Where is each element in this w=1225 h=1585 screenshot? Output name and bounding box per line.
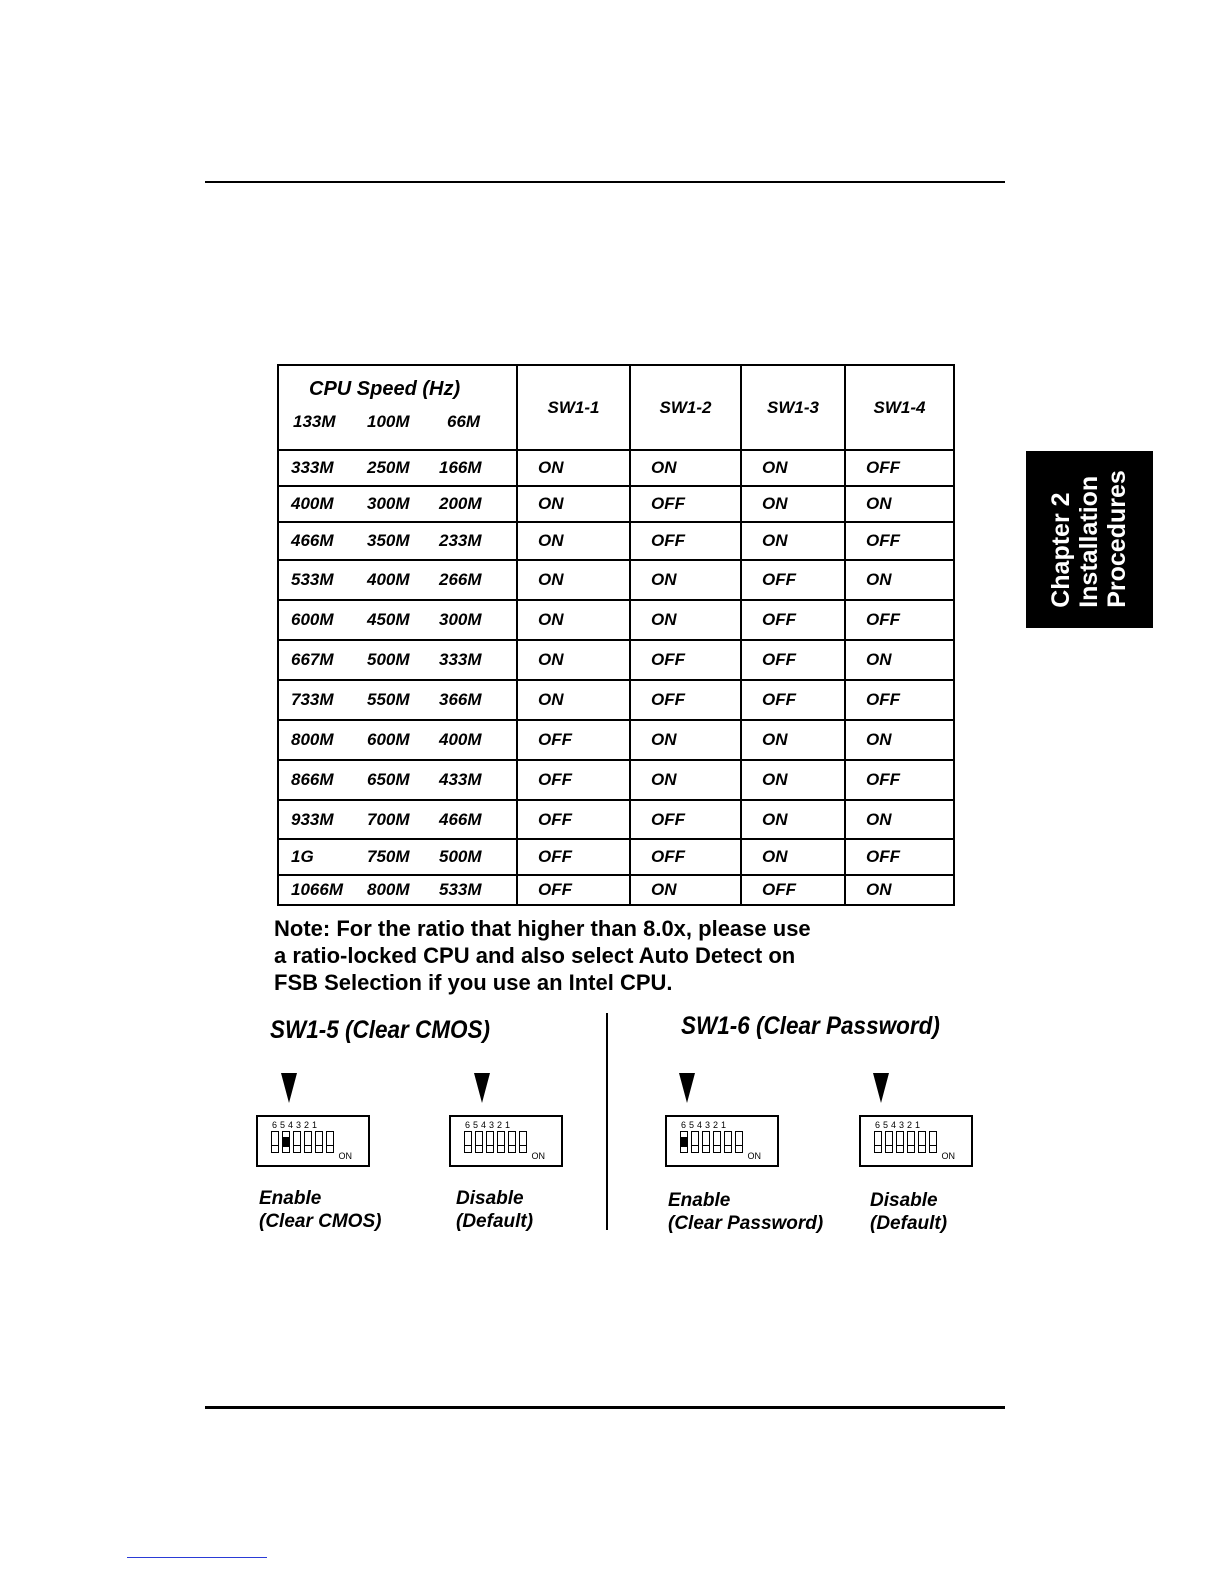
switch-state-cell: OFF <box>741 640 845 680</box>
dip-knob <box>465 1145 471 1152</box>
switch-state-cell: ON <box>517 680 630 720</box>
dip-slots <box>874 1131 937 1153</box>
table-row <box>278 486 954 522</box>
caption-line: (Clear CMOS) <box>259 1211 382 1232</box>
dip-slot <box>918 1131 926 1153</box>
cpu-speed-value: 450M <box>367 610 410 629</box>
cpu-speed-value: 533M <box>439 880 482 899</box>
dip-numbers: 654321 <box>681 1120 730 1130</box>
dip-slot <box>464 1131 472 1153</box>
cpu-speed-value: 667M <box>291 650 334 669</box>
dip-knob <box>736 1145 742 1152</box>
cpu-speed-cell <box>278 486 517 522</box>
switch-state-cell: ON <box>517 486 630 522</box>
switch-state-cell: OFF <box>517 875 630 905</box>
switch-state-cell: ON <box>845 800 954 839</box>
switch-state-cell: OFF <box>630 839 741 875</box>
cmos-disable-caption <box>456 1187 533 1233</box>
ratio-note <box>274 915 894 996</box>
cpu-speed-value: 600M <box>291 610 334 629</box>
cmos-enable-caption <box>259 1187 381 1233</box>
switch-state-cell: ON <box>630 720 741 760</box>
dip-slot <box>724 1131 732 1153</box>
bottom-rule <box>205 1406 1005 1409</box>
cpu-speed-value: 266M <box>439 570 482 589</box>
dip-knob <box>509 1145 515 1152</box>
side-tab-line: Installation <box>1075 475 1103 608</box>
cpu-speed-value: 600M <box>367 730 410 749</box>
dip-switch-password-disable <box>859 1115 973 1167</box>
arrow-down-icon <box>679 1073 695 1103</box>
cpu-speed-value: 300M <box>439 610 482 629</box>
cpu-speed-value: 933M <box>291 809 334 829</box>
switch-state-cell: ON <box>630 600 741 640</box>
dip-slot <box>326 1131 334 1153</box>
dip-slots <box>464 1131 527 1153</box>
switch-state-cell: OFF <box>517 839 630 875</box>
table-row <box>278 680 954 720</box>
dip-knob <box>919 1145 925 1152</box>
side-tab-line: Chapter 2 <box>1047 492 1075 608</box>
switch-state-cell: OFF <box>845 600 954 640</box>
switch-state-cell: ON <box>517 640 630 680</box>
switch-header: SW1-3 <box>741 365 845 450</box>
footer-underline <box>127 1557 267 1558</box>
switch-state-cell: ON <box>630 450 741 486</box>
dip-knob <box>498 1145 504 1152</box>
switch-state-cell: OFF <box>517 760 630 800</box>
cpu-speed-value: 400M <box>367 570 410 589</box>
arrow-down-icon <box>281 1073 297 1103</box>
switch-state-cell: OFF <box>845 680 954 720</box>
switch-state-cell: ON <box>845 720 954 760</box>
section-divider <box>606 1013 608 1230</box>
switch-state-cell: OFF <box>630 640 741 680</box>
password-enable-caption <box>668 1189 823 1235</box>
cpu-speed-cell <box>278 875 517 905</box>
switch-state-cell: OFF <box>517 720 630 760</box>
cpu-speed-cell <box>278 560 517 600</box>
cpu-speed-value: 550M <box>367 690 410 709</box>
switch-state-cell: OFF <box>845 450 954 486</box>
cpu-speed-cell <box>278 450 517 486</box>
cpu-speed-cell <box>278 839 517 875</box>
cpu-speed-value: 500M <box>367 650 410 669</box>
table-row <box>278 560 954 600</box>
cpu-speed-value: 466M <box>291 531 334 550</box>
table-row <box>278 600 954 640</box>
note-line: Note: For the ratio that higher than 8.0x, please use <box>274 916 811 941</box>
switch-state-cell: ON <box>741 450 845 486</box>
switch-state-cell: ON <box>741 720 845 760</box>
cpu-speed-cell <box>278 522 517 560</box>
arrow-down-icon <box>474 1073 490 1103</box>
clear-password-title: SW1-6 (Clear Password) <box>681 1012 940 1040</box>
switch-state-cell: OFF <box>630 486 741 522</box>
cpu-speed-value: 466M <box>439 809 482 829</box>
dip-slot <box>896 1131 904 1153</box>
side-tab-text <box>1047 470 1131 608</box>
cpu-speed-value: 233M <box>439 531 482 550</box>
arrow-down-icon <box>873 1073 889 1103</box>
dip-knob <box>316 1145 322 1152</box>
cpu-speed-value: 1G <box>291 847 314 866</box>
dip-slot <box>680 1131 688 1153</box>
switch-state-cell: OFF <box>741 680 845 720</box>
cpu-speed-cell <box>278 680 517 720</box>
dip-knob <box>520 1145 526 1152</box>
switch-state-cell: OFF <box>741 600 845 640</box>
cpu-speed-value: 733M <box>291 690 334 709</box>
dip-slot <box>907 1131 915 1153</box>
chapter-side-tab <box>1026 451 1153 628</box>
dip-on-label: ON <box>531 1151 545 1161</box>
switch-state-cell: ON <box>517 522 630 560</box>
cpu-speed-value: 250M <box>367 458 410 477</box>
cpu-speed-cell <box>278 760 517 800</box>
dip-knob <box>692 1145 698 1152</box>
cpu-speed-cell <box>278 600 517 640</box>
dip-slot <box>929 1131 937 1153</box>
switch-state-cell: ON <box>741 800 845 839</box>
cpu-speed-value: 200M <box>439 494 482 513</box>
note-line: a ratio-locked CPU and also select Auto Detect on <box>274 943 796 968</box>
cpu-speed-value: 700M <box>367 809 410 829</box>
dip-slots <box>271 1131 334 1153</box>
switch-state-cell: OFF <box>741 875 845 905</box>
cpu-speed-cell <box>278 720 517 760</box>
dip-knob <box>897 1145 903 1152</box>
switch-state-cell: OFF <box>845 760 954 800</box>
switch-state-cell: OFF <box>845 839 954 875</box>
table-row <box>278 875 954 905</box>
switch-state-cell: OFF <box>845 522 954 560</box>
dip-slot <box>271 1131 279 1153</box>
dip-slot <box>519 1131 527 1153</box>
switch-state-cell: ON <box>517 560 630 600</box>
side-tab-line: Procedures <box>1103 470 1131 608</box>
switch-state-cell: OFF <box>630 522 741 560</box>
clear-cmos-title: SW1-5 (Clear CMOS) <box>270 1016 491 1044</box>
top-rule <box>205 181 1005 183</box>
dip-slot <box>885 1131 893 1153</box>
switch-state-cell: OFF <box>741 560 845 600</box>
dip-on-label: ON <box>338 1151 352 1161</box>
dip-slot <box>304 1131 312 1153</box>
switch-header: SW1-4 <box>845 365 954 450</box>
dip-slot <box>691 1131 699 1153</box>
cpu-speed-value: 400M <box>291 494 334 513</box>
cpu-speed-cell <box>278 800 517 839</box>
cpu-speed-value: 433M <box>439 770 482 789</box>
dip-knob <box>908 1145 914 1152</box>
dip-switch-cmos-enable <box>256 1115 370 1167</box>
dip-slot <box>713 1131 721 1153</box>
dip-slot <box>475 1131 483 1153</box>
caption-line: Disable <box>456 1188 524 1209</box>
dip-knob <box>476 1145 482 1152</box>
table-row <box>278 640 954 680</box>
dip-on-label: ON <box>747 1151 761 1161</box>
fsb-header: 133M <box>293 412 336 431</box>
dip-slot <box>486 1131 494 1153</box>
switch-state-cell: ON <box>517 450 630 486</box>
cpu-speed-value: 333M <box>291 458 334 477</box>
switch-state-cell: ON <box>845 875 954 905</box>
dip-knob <box>681 1137 687 1147</box>
dip-knob <box>725 1145 731 1152</box>
table-row <box>278 720 954 760</box>
dip-slot <box>293 1131 301 1153</box>
dip-knob <box>272 1145 278 1152</box>
cpu-speed-title: CPU Speed (Hz) <box>309 378 461 400</box>
dip-knob <box>714 1145 720 1152</box>
switch-header: SW1-2 <box>630 365 741 450</box>
cpu-speed-cell <box>278 640 517 680</box>
dip-slot <box>702 1131 710 1153</box>
switch-header: SW1-1 <box>517 365 630 450</box>
dip-slot <box>315 1131 323 1153</box>
switch-state-cell: OFF <box>630 800 741 839</box>
dip-slot <box>508 1131 516 1153</box>
switch-state-cell: ON <box>630 560 741 600</box>
cpu-speed-value: 750M <box>367 847 410 866</box>
caption-line: Enable <box>668 1190 731 1211</box>
fsb-header: 100M <box>367 412 410 431</box>
switch-state-cell: ON <box>517 600 630 640</box>
table-header-row <box>278 365 954 450</box>
table-row <box>278 839 954 875</box>
switch-state-cell: ON <box>845 486 954 522</box>
switch-state-cell: ON <box>741 839 845 875</box>
cpu-speed-value: 500M <box>439 847 482 866</box>
table-row <box>278 800 954 839</box>
dip-slots <box>680 1131 743 1153</box>
caption-line: (Default) <box>456 1211 534 1232</box>
switch-state-cell: ON <box>845 560 954 600</box>
fsb-header: 66M <box>447 412 481 431</box>
cpu-speed-value: 300M <box>367 494 410 513</box>
dip-slot <box>874 1131 882 1153</box>
cpu-speed-value: 333M <box>439 650 482 669</box>
cpu-speed-value: 650M <box>367 770 410 789</box>
dip-knob <box>294 1145 300 1152</box>
dip-switch-password-enable <box>665 1115 779 1167</box>
table-row <box>278 522 954 560</box>
switch-state-cell: ON <box>741 486 845 522</box>
switch-state-cell: OFF <box>517 800 630 839</box>
dip-knob <box>875 1145 881 1152</box>
dip-numbers: 654321 <box>272 1120 321 1130</box>
dip-knob <box>930 1145 936 1152</box>
switch-state-cell: ON <box>630 760 741 800</box>
switch-state-cell: ON <box>741 522 845 560</box>
cpu-speed-value: 866M <box>291 770 334 789</box>
cpu-speed-value: 400M <box>439 730 482 749</box>
cpu-speed-value: 800M <box>291 730 334 749</box>
cpu-speed-value: 366M <box>439 690 482 709</box>
dip-numbers: 654321 <box>875 1120 924 1130</box>
table-row <box>278 450 954 486</box>
cpu-speed-header <box>278 365 517 450</box>
password-disable-caption <box>870 1189 947 1235</box>
cpu-speed-value: 166M <box>439 458 482 477</box>
dip-knob <box>703 1145 709 1152</box>
dip-slot <box>497 1131 505 1153</box>
dip-numbers: 654321 <box>465 1120 514 1130</box>
table-row <box>278 760 954 800</box>
note-line: FSB Selection if you use an Intel CPU. <box>274 970 673 995</box>
cpu-speed-value: 350M <box>367 531 410 550</box>
switch-state-cell: ON <box>845 640 954 680</box>
cpu-speed-value: 1066M <box>291 880 343 899</box>
dip-slot <box>282 1131 290 1153</box>
caption-line: (Clear Password) <box>668 1213 824 1234</box>
dip-knob <box>327 1145 333 1152</box>
switch-state-cell: ON <box>630 875 741 905</box>
dip-knob <box>305 1145 311 1152</box>
cpu-speed-value: 533M <box>291 570 334 589</box>
dip-on-label: ON <box>941 1151 955 1161</box>
cpu-speed-switch-table <box>277 364 955 906</box>
switch-state-cell: OFF <box>630 680 741 720</box>
dip-knob <box>886 1145 892 1152</box>
dip-switch-cmos-disable <box>449 1115 563 1167</box>
caption-line: (Default) <box>870 1213 948 1234</box>
switch-state-cell: ON <box>741 760 845 800</box>
caption-line: Enable <box>259 1188 322 1209</box>
caption-line: Disable <box>870 1190 938 1211</box>
cpu-speed-value: 800M <box>367 880 410 899</box>
dip-knob <box>283 1137 289 1147</box>
dip-slot <box>735 1131 743 1153</box>
dip-knob <box>487 1145 493 1152</box>
